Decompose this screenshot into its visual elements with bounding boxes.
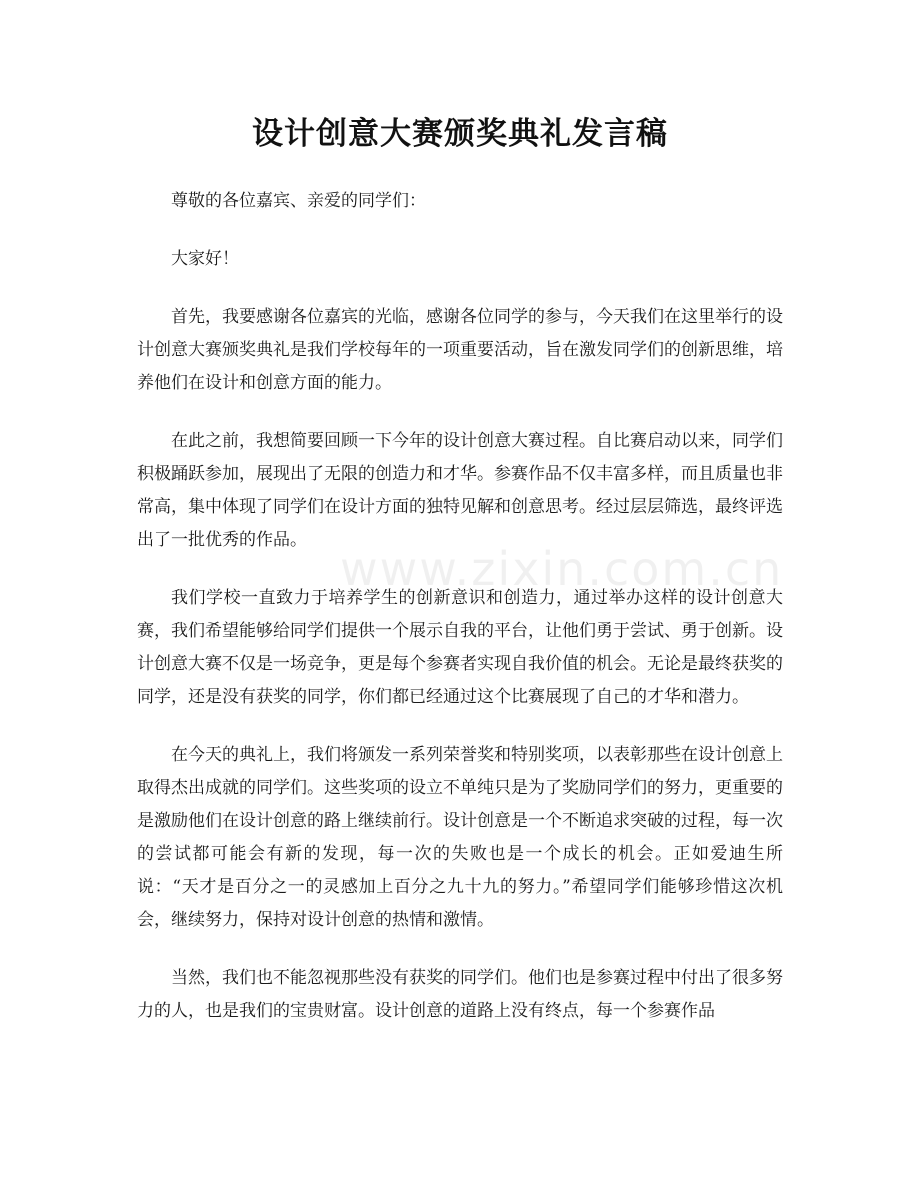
document-body — [137, 185, 783, 1028]
watermark: www.zixin.com.cn — [340, 542, 784, 596]
paragraph-salutation: 尊敬的各位嘉宾、亲爱的同学们： — [171, 191, 426, 211]
paragraph: 在今天的典礼上，我们将颁发一系列荣誉奖和特别奖项，以表彰那些在设计创意上取得杰出成就的同学们。这些奖项的设立不单纯只是为了奖励同学们的努力，更重要的是激励他们在设计创意的路上继续前行。设计创意是一个不断追求突破的过程，每一次的尝试都可能会有新的发现，每一次的失败也是一个成长的机会。正如爱迪生所说：“天才是百分之一的灵感加上百分之九十九的努力。”希望同学们能够珍惜这次机会，继续努力，保持对设计创意的热情和激情。 — [137, 745, 783, 930]
paragraph: 在此之前，我想简要回顾一下今年的设计创意大赛过程。自比赛启动以来，同学们积极踊跃参加，展现出了无限的创造力和才华。参赛作品不仅丰富多样，而且质量也非常高，集中体现了同学们在设计方面的独特见解和创意思考。经过层层筛选，最终评选出了一批优秀的作品。 — [137, 431, 783, 550]
paragraph: 我们学校一直致力于培养学生的创新意识和创造力，通过举办这样的设计创意大赛，我们希望能够给同学们提供一个展示自我的平台，让他们勇于尝试、勇于创新。设计创意大赛不仅是一场竞争，更是每个参赛者实现自我价值的机会。无论是最终获奖的同学，还是没有获奖的同学，你们都已经通过这个比赛展现了自己的才华和潜力。 — [137, 588, 783, 707]
document-title: 设计创意大赛颁奖典礼发言稿 — [252, 116, 668, 152]
paragraph: 当然，我们也不能忽视那些没有获奖的同学们。他们也是参赛过程中付出了很多努力的人，也是我们的宝贵财富。设计创意的道路上没有终点，每一个参赛作品 — [137, 968, 783, 1021]
paragraph-greeting: 大家好！ — [171, 249, 239, 269]
paragraph: 首先，我要感谢各位嘉宾的光临，感谢各位同学的参与，今天我们在这里举行的设计创意大赛颁奖典礼是我们学校每年的一项重要活动，旨在激发同学们的创新思维，培养他们在设计和创意方面的能力。 — [137, 307, 783, 393]
